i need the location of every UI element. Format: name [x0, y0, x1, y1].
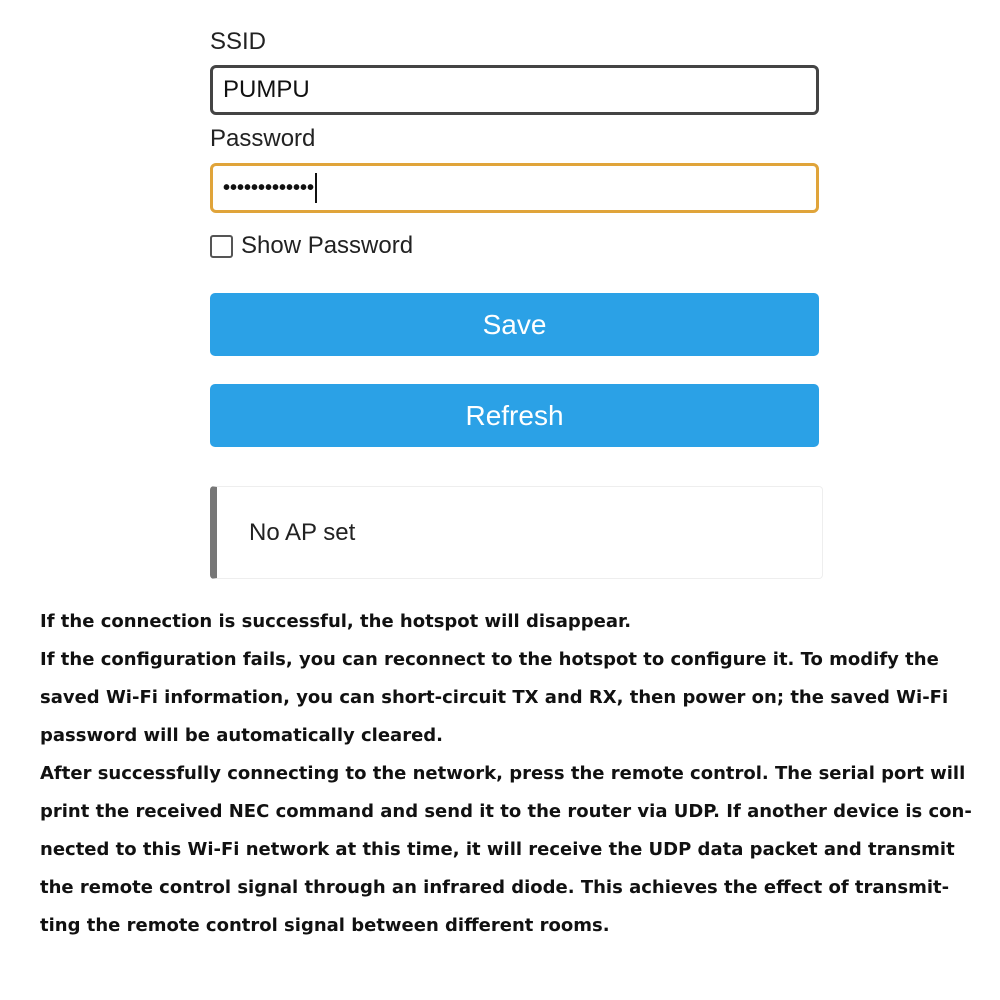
instructions-text — [40, 603, 975, 945]
password-label: Password — [210, 125, 316, 152]
instruction-line: password will be automatically cleared. — [40, 725, 444, 746]
instruction-line: If the configuration fails, you can reconnect to the hotspot to configure it. To modify the — [40, 649, 939, 670]
instruction-line: ting the remote control signal between different rooms. — [40, 915, 610, 936]
instruction-line: After successfully connecting to the network, press the remote control. The serial port will — [40, 763, 966, 784]
password-input[interactable] — [210, 163, 819, 213]
ssid-value: PUMPU — [223, 76, 310, 103]
text-caret — [315, 173, 317, 203]
show-password-toggle[interactable] — [210, 230, 413, 262]
ssid-label: SSID — [210, 28, 267, 55]
ssid-input[interactable] — [210, 65, 819, 115]
instruction-line: saved Wi-Fi information, you can short-circuit TX and RX, then power on; the saved Wi-Fi — [40, 687, 949, 708]
show-password-checkbox[interactable] — [210, 235, 233, 258]
instruction-line: If the connection is successful, the hotspot will disappear. — [40, 611, 632, 632]
instruction-line: the remote control signal through an infrared diode. This achieves the effect of transmit- — [40, 877, 950, 898]
status-message-box — [210, 486, 823, 579]
instruction-line: nected to this Wi-Fi network at this time, it will receive the UDP data packet and transmit — [40, 839, 955, 860]
password-value: ••••••••••••• — [223, 176, 315, 199]
instruction-line: print the received NEC command and send it to the router via UDP. If another device is con- — [40, 801, 972, 822]
refresh-button[interactable]: Refresh — [210, 384, 819, 447]
status-message: No AP set — [249, 518, 356, 546]
save-button[interactable]: Save — [210, 293, 819, 356]
show-password-label: Show Password — [241, 232, 414, 259]
